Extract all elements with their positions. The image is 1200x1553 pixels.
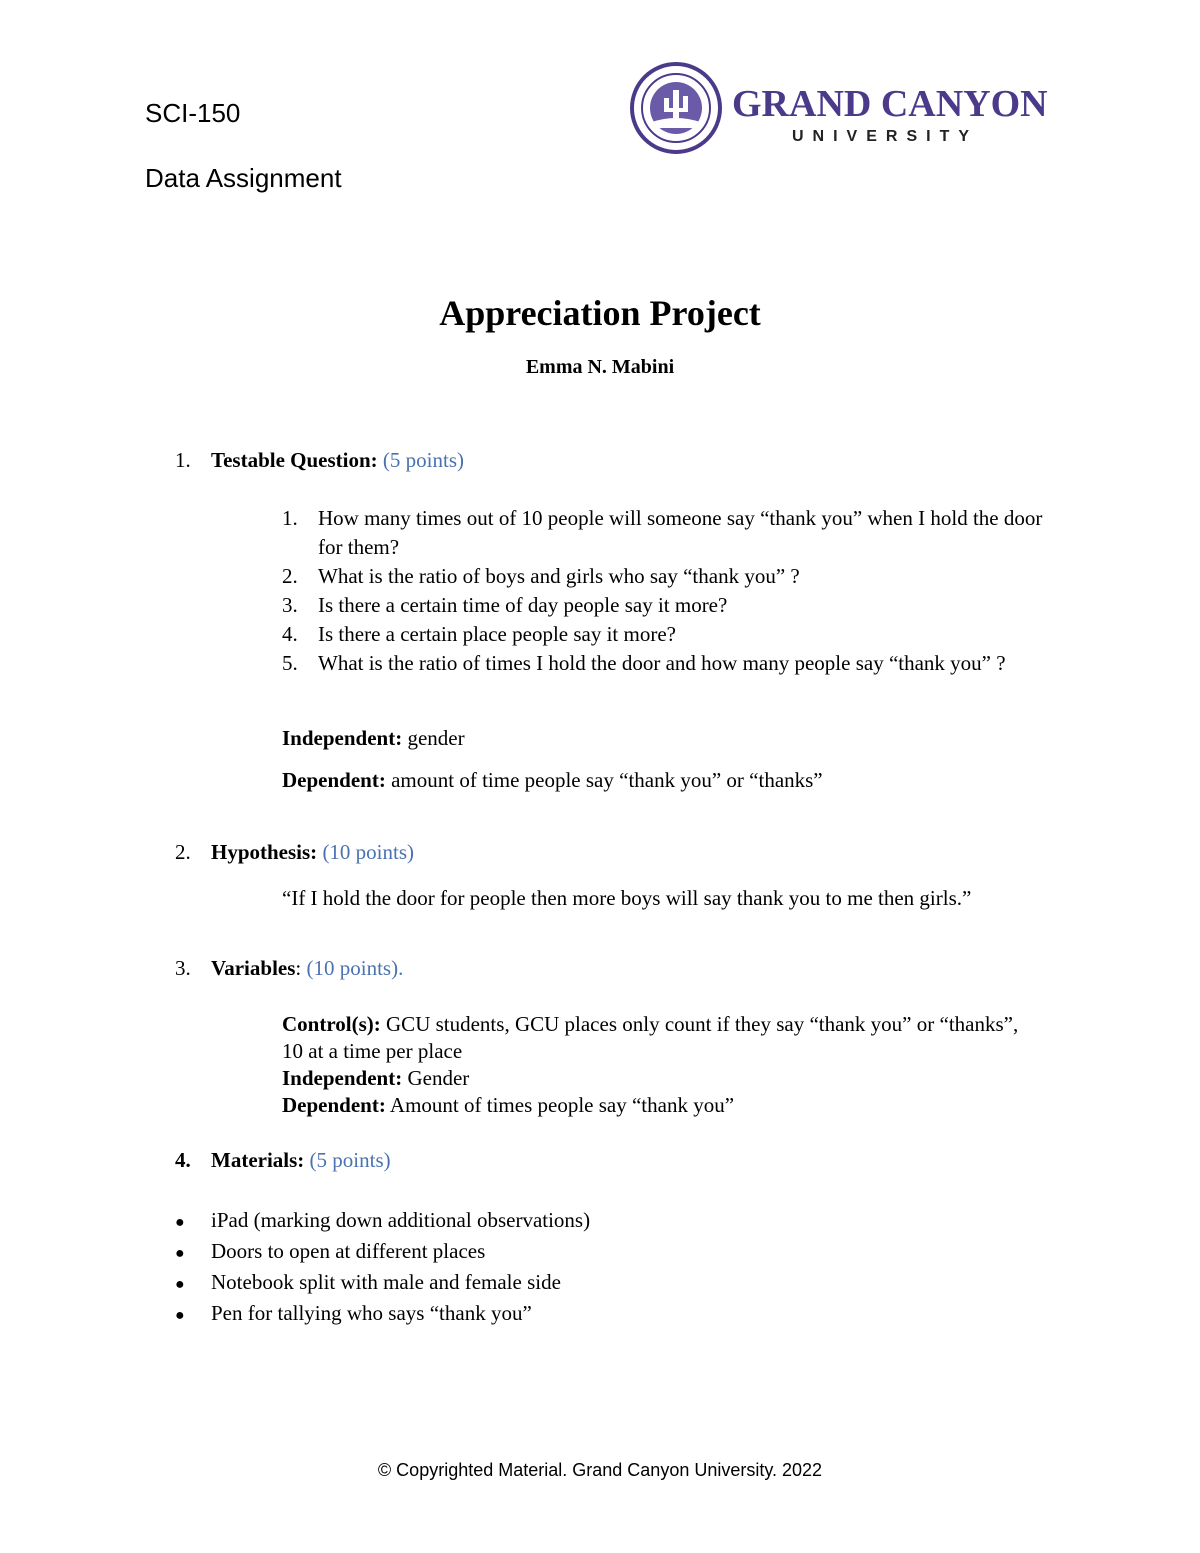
list-item: 4. Is there a certain place people say it more? [282, 622, 676, 646]
list-item: 3. Is there a certain time of day people say it more? [282, 593, 728, 617]
bullet-icon: ● [175, 1214, 185, 1231]
section-points: (10 points) [322, 840, 415, 864]
university-seal-icon [628, 60, 724, 156]
section-hypothesis [175, 837, 414, 867]
section-number: 2. [175, 840, 191, 864]
hypothesis-text: “If I hold the door for people then more boys will say thank you to me then girls.” [282, 886, 972, 910]
dependent-variable: Dependent: Amount of times people say “thank you” [282, 1093, 735, 1117]
section-testable-question [175, 445, 464, 475]
list-item: 5. What is the ratio of times I hold the door and how many people say “thank you” ? [282, 651, 1006, 675]
independent-variable: Independent: Gender [282, 1066, 470, 1090]
section-number: 3. [175, 956, 191, 980]
list-item: ● Doors to open at different places [175, 1236, 485, 1269]
bullet-icon: ● [175, 1276, 185, 1293]
bullet-icon: ● [175, 1245, 185, 1262]
list-item: 2. What is the ratio of boys and girls who say “thank you” ? [282, 564, 800, 588]
section-points: (5 points) [309, 1148, 391, 1172]
assignment-type: Data Assignment [145, 163, 342, 193]
bullet-icon: ● [175, 1307, 185, 1324]
section-points: (10 points). [306, 956, 404, 980]
section-label: Variables [211, 956, 296, 980]
list-item: ● Notebook split with male and female side [175, 1267, 561, 1300]
logo-wordmark-line1: GRAND CANYON [732, 83, 1048, 125]
author-name: Emma N. Mabini [525, 356, 675, 378]
logo-wordmark-line2: UNIVERSITY [792, 128, 979, 145]
section-variables: 3. Variables: (10 points). [175, 953, 403, 983]
list-item: 1. How many times out of 10 people will someone say “thank you” when I hold the door for them? [282, 506, 1043, 559]
section-label: Testable Question: [211, 448, 378, 472]
section-label: Hypothesis: [211, 840, 318, 864]
university-logo [628, 58, 1048, 158]
control-variables: Control(s): GCU students, GCU places only count if they say “thank you” or “thanks”, 10 at a time per place [282, 1012, 1019, 1063]
section-materials [175, 1145, 391, 1175]
section-label: Materials: [211, 1148, 305, 1172]
list-item: ● Pen for tallying who says “thank you” [175, 1298, 532, 1331]
section-points: (5 points) [382, 448, 464, 472]
section-number: 1. [175, 448, 191, 472]
section-number: 4. [175, 1148, 191, 1172]
document-title: Appreciation Project [439, 293, 761, 333]
list-item: ● iPad (marking down additional observations) [175, 1205, 590, 1238]
course-code: SCI-150 [145, 98, 241, 128]
copyright-footer: © Copyrighted Material. Grand Canyon University. 2022 [377, 1460, 823, 1480]
dependent-variable: Dependent: amount of time people say “thank you” or “thanks” [282, 768, 823, 792]
independent-variable: Independent: gender [282, 726, 465, 750]
